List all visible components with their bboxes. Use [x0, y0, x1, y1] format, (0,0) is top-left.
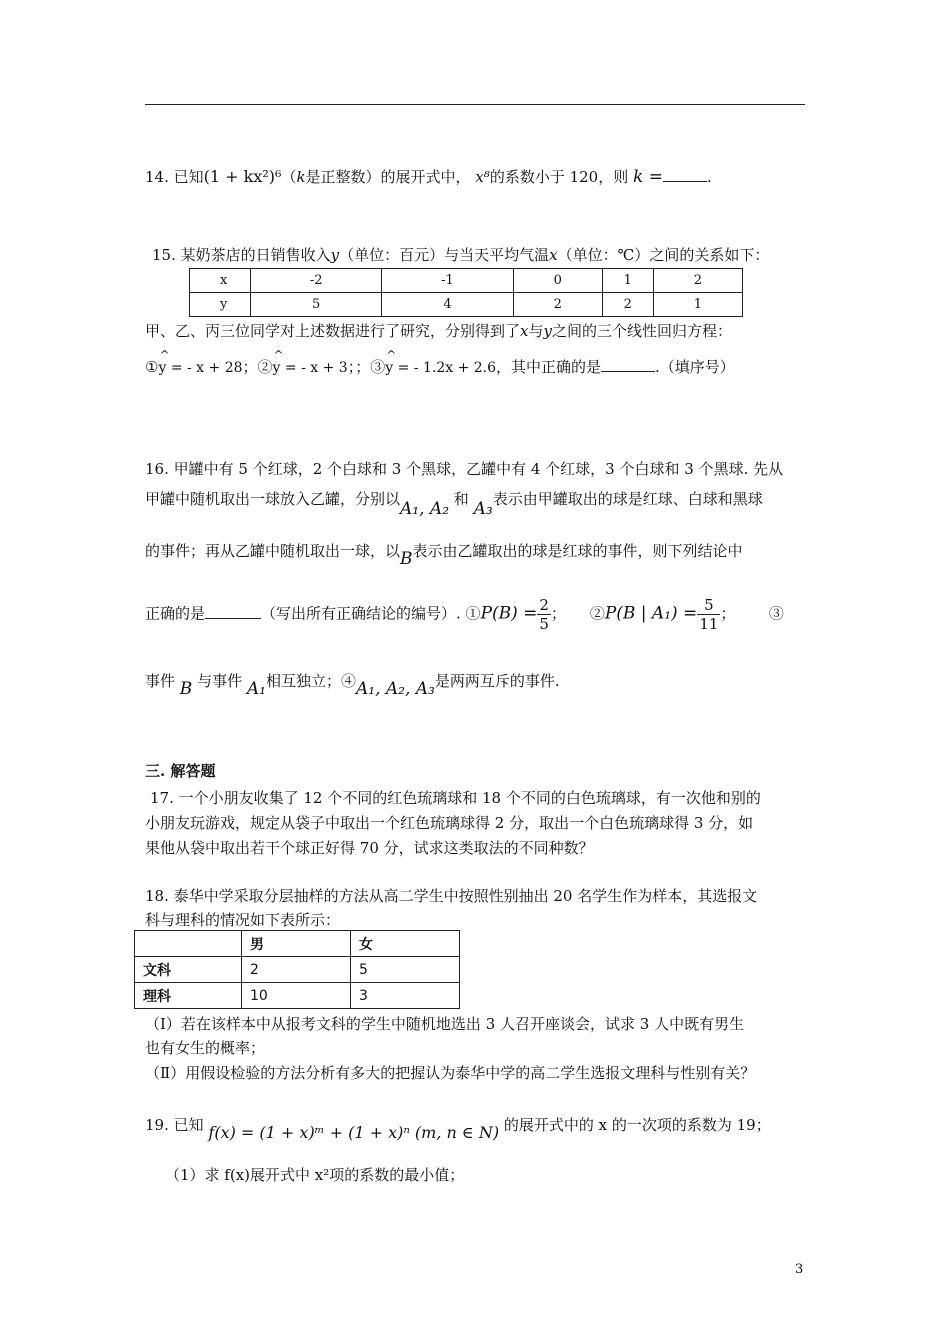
q16-answer-blank [205, 618, 261, 619]
q18-line1: 18. 泰华中学采取分层抽样的方法从高二学生中按照性别抽出 20 名学生作为样本，其选报文 [145, 887, 758, 905]
q16-a3: A₃ [473, 499, 493, 519]
q14-end: . [706, 168, 712, 186]
fraction-denominator: 5 [539, 615, 549, 633]
q15-intro-a: 15. 某奶茶店的日销售收入 [152, 246, 331, 264]
q15-sep1: ； [242, 358, 258, 376]
q15-eq3: ^ y = - 1.2x + 2.6 [385, 360, 496, 376]
q15-line3-end: .（填序号） [655, 358, 735, 376]
q16-pb: P(B) = [480, 603, 538, 624]
q16-line2-a: 甲罐中随机取出一球放入乙罐，分别以 [145, 490, 401, 508]
q17-line3: 果他从袋中取出若干个球正好得 70 分，试求这类取法的不同种数？ [145, 839, 594, 857]
q16-a123: A₁, A₂, A₃ [355, 679, 435, 699]
table-cell: y [190, 293, 251, 317]
table-row [190, 293, 743, 317]
q15-line2-x: x [520, 322, 529, 340]
table-cell [135, 931, 242, 957]
q16-a1: A₁ [246, 679, 266, 699]
table-cell: -2 [251, 269, 382, 293]
q15-sep2: ；； [347, 358, 371, 376]
table-cell: 5 [351, 957, 460, 983]
q15-answer-blank [601, 371, 655, 372]
table-cell: 3 [351, 983, 460, 1009]
table-header-cell: 男 [242, 931, 351, 957]
q16-a12: A₁, A₂ [400, 499, 450, 519]
table-cell: 1 [653, 293, 742, 317]
table-row [190, 269, 743, 293]
q16-line3 [145, 540, 743, 569]
q16-semicolon: ； [550, 604, 566, 623]
question-19 [145, 1114, 771, 1142]
fraction-denominator: 11 [699, 615, 719, 633]
q14-tail: 的系数小于 120，则 [489, 168, 629, 186]
q16-c2: ② [589, 604, 605, 623]
page-number: 3 [795, 1262, 804, 1277]
q19-prefix: 19. 已知 [145, 1116, 204, 1134]
q14-answer-blank [663, 181, 707, 182]
table-row [135, 957, 460, 983]
q15-line2-b: 与 [528, 322, 544, 340]
q16-line5-c: 相互独立；④ [265, 672, 356, 690]
q15-eq3-label: ③ [370, 358, 386, 376]
q18-part1-line1: （Ⅰ）若在该样本中从报考文科的学生中随机地选出 3 人召开座谈会，试求 3 人中既有男生 [145, 1015, 745, 1033]
table-cell: 2 [602, 293, 653, 317]
q17-line1: 17. 一个小朋友收集了 12 个不同的红色琉璃球和 18 个不同的白色琉璃球，有一次他和别的 [150, 789, 761, 807]
q16-line4-b: （写出所有正确结论的编号）. ① [261, 604, 481, 623]
q16-line2-c: 表示由甲罐取出的球是红球、白球和黑球 [492, 490, 763, 508]
table-header-cell: 女 [351, 931, 460, 957]
q16-fraction-2 [697, 596, 720, 633]
header-rule [145, 104, 805, 105]
table-cell: 0 [513, 269, 602, 293]
q15-eq1: ^ y = - x + 28 [158, 360, 242, 376]
q16-line3-b: 表示由乙罐取出的球是红球的事件，则下列结论中 [412, 542, 743, 560]
question-15-intro [152, 244, 769, 265]
question-14 [145, 166, 712, 187]
table-cell: 4 [382, 293, 513, 317]
table-cell: 2 [242, 957, 351, 983]
q15-eq2-label: ② [257, 358, 273, 376]
q15-line2-c: 之间的三个线性回归方程： [551, 322, 732, 340]
table-cell: 2 [653, 269, 742, 293]
q16-line3-a: 的事件；再从乙罐中随机取出一球，以 [145, 542, 401, 560]
q16-b: B [400, 549, 413, 569]
q19-sub1: （1）求 f(x)展开式中 x²项的系数的最小值； [165, 1166, 465, 1184]
q18-part2: （Ⅱ）用假设检验的方法分析有多大的把握认为泰华中学的高二学生选报文理科与性别有关？ [145, 1064, 756, 1082]
q14-prefix: 14. 已知 [145, 168, 204, 186]
table-cell: -1 [382, 269, 513, 293]
q16-fraction-1 [537, 596, 551, 633]
q15-line2 [145, 320, 732, 341]
q14-paren: （ [281, 168, 297, 186]
q14-mid: 是正整数）的展开式中， [305, 168, 471, 186]
q14-x8: x⁸ [475, 168, 490, 186]
q16-line4 [145, 596, 784, 633]
q19-expression: f(x) = (1 + x)ᵐ + (1 + x)ⁿ (m, n ∈ N) [208, 1123, 500, 1142]
q18-part1-line2: 也有女生的概率； [145, 1039, 266, 1057]
table-cell: 10 [242, 983, 351, 1009]
table-cell: 2 [513, 293, 602, 317]
q15-y: y [330, 246, 340, 264]
table-cell: x [190, 269, 251, 293]
q15-line2-a: 甲、乙、丙三位同学对上述数据进行了研究，分别得到了 [145, 322, 521, 340]
q14-k: k [296, 168, 306, 186]
q16-line4-a: 正确的是 [145, 604, 206, 623]
table-cell: 文科 [135, 957, 242, 983]
q15-data-table [189, 268, 743, 317]
table-row [135, 931, 460, 957]
q15-equations [145, 356, 735, 377]
table-cell: 5 [251, 293, 382, 317]
q16-c3: ③ [768, 604, 784, 623]
q19-tail: 的展开式中的 x 的一次项的系数为 19； [503, 1116, 771, 1134]
q16-pba: P(B | A₁) = [604, 603, 698, 624]
q16-line1: 16. 甲罐中有 5 个红球，2 个白球和 3 个黑球，乙罐中有 4 个红球，3 个白球和 3 个黑球. 先从 [145, 460, 784, 478]
q16-line5-d: 是两两互斥的事件. [434, 672, 560, 690]
q15-intro-b: （单位：百元）与当天平均气温 [339, 246, 550, 264]
fraction-numerator: 5 [697, 596, 720, 615]
q14-expression: (1 + kx²)⁶ [203, 167, 282, 186]
q16-semicolon-2: ； [720, 604, 736, 623]
q16-line5-b: 与事件 [197, 672, 243, 690]
table-cell: 1 [602, 269, 653, 293]
q16-line5 [145, 670, 560, 699]
q16-line2 [145, 488, 763, 519]
q15-eq2: ^ y = - x + 3 [273, 360, 348, 376]
q18-line2: 科与理科的情况如下表所示： [145, 911, 341, 929]
q14-answer-lhs: k = [633, 167, 663, 187]
q18-data-table [134, 930, 460, 1009]
q15-intro-c: （单位：℃）之间的关系如下： [557, 246, 770, 264]
q15-x: x [549, 246, 558, 264]
section-heading: 三. 解答题 [145, 762, 216, 780]
table-row [135, 983, 460, 1009]
fraction-numerator: 2 [539, 596, 549, 614]
q16-line2-b: 和 [453, 490, 469, 508]
q15-line3-tail: ，其中正确的是 [496, 358, 602, 376]
q16-line5-a: 事件 [145, 672, 176, 690]
q16-b-2: B [179, 679, 193, 699]
table-cell: 理科 [135, 983, 242, 1009]
q15-line2-y: y [543, 322, 552, 340]
q15-eq1-label: ① [145, 358, 159, 376]
q17-line2: 小朋友玩游戏，规定从袋子中取出一个红色琉璃球得 2 分，取出一个白色琉璃球得 3 分，如 [145, 814, 754, 832]
